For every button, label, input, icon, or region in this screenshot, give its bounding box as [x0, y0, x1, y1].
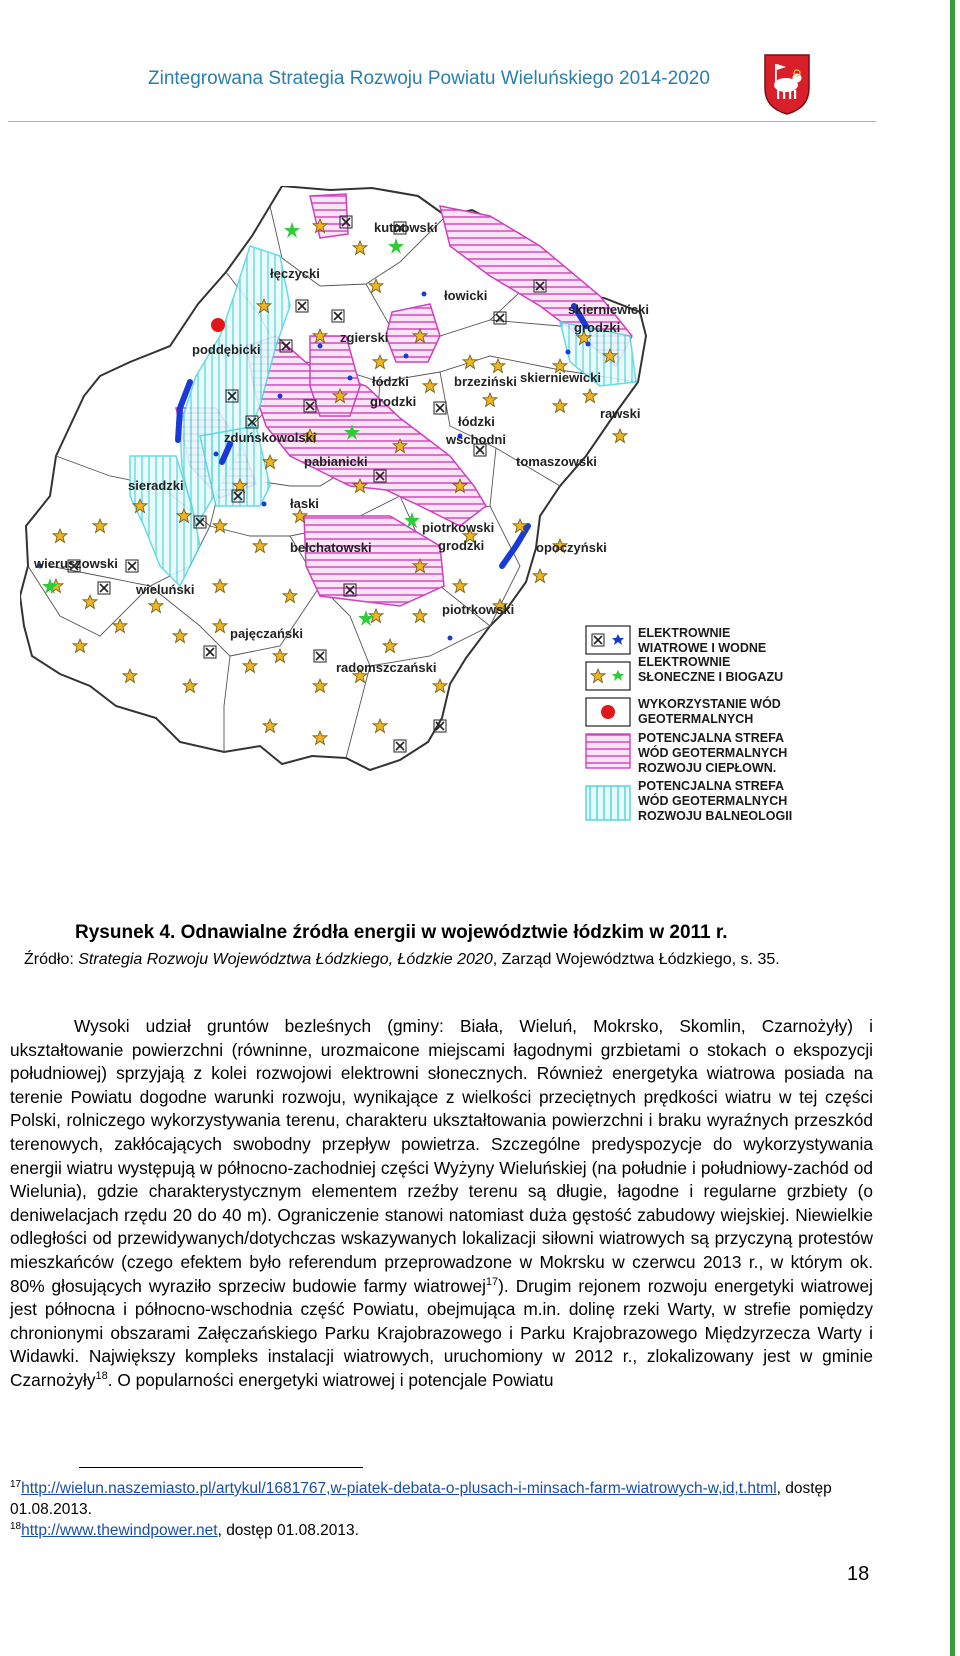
document-header-title: Zintegrowana Strategia Rozwoju Powiatu Wieluńskiego 2014-2020: [148, 68, 710, 89]
region-label: sieradzki: [128, 478, 184, 493]
region-label: tomaszowski: [516, 454, 597, 469]
footnote-item: [10, 1520, 870, 1541]
region-label: łowicki: [444, 288, 488, 303]
geothermal-use-dots: [211, 318, 225, 332]
footnote-separator: [79, 1467, 363, 1468]
region-label: wieluński: [136, 582, 195, 597]
page-number: 18: [847, 1563, 870, 1585]
region-label: zduńskowolski: [224, 430, 317, 445]
region-label: brzeziński: [454, 374, 517, 389]
legend-text: WIATROWE I WODNE: [638, 641, 767, 655]
legend-text: WÓD GEOTERMALNYCH: [638, 746, 788, 760]
page-right-rule: [950, 0, 955, 1656]
legend-text: POTENCJALNA STREFA: [638, 779, 785, 793]
region-label: piotrkowski: [422, 520, 495, 535]
legend-text: WYKORZYSTANIE WÓD: [638, 697, 781, 711]
legend-text: POTENCJALNA STREFA: [638, 731, 785, 745]
region-label: opoczyński: [536, 540, 607, 555]
body-text-part: Wysoki udział gruntów bezleśnych (gminy: Biała, Wieluń, Mokrsko, Skomlin, Czarnożyły) i ukształtowanie powierzchni (równinne, urozmaicone miejscami łagodnymi grzbietami o stokach o ekspozycji południowej) sprzyjają z kolei rozwojowi elektrowni słonecznych. Również energetyka wiatrowa posiada na terenie Powiatu dogodne warunki rozwoju, wynikające z wielkości przeciętnych prędkości wiatru w tej części Polski, rolniczego wykorzystywania terenu, charakteru ukształtowania powierzchni i braku wyraźnych przeszkód terenowych, zakłócających swobodny przepływ powietrza. Szczególne predyspozycje do wykorzystywania energii wiatru występują w północno-zachodniej części Wyżyny Wieluńskiej (na południe i południowy-zachód od Wielunia), gdzie charakterystycznym elementem rzeźby terenu są długie, łagodne i regularne grzbiety (o deniwelacjach rzędu 20 do 40 m). Ograniczenie stanowi natomiast duża gęstość zabudowy wiejskiej. Niewielkie odległości od przewidywanych/dotychczas wskazywanych lokalizacji siłowni wiatrowych są przyczyną protestów mieszkańców (czego efektem było referendum przeprowadzone w Mokrsku w czerwcu 2013 r., w którym ok. 80% głosujących wyraziło sprzeciw budowie farmy wiatrowej: [10, 1016, 873, 1296]
legend-text: ELEKTROWNIE: [638, 655, 731, 669]
region-label: skierniewicki: [568, 302, 649, 317]
footnote-number: 17: [10, 1478, 22, 1490]
voivodeship-energy-map: [20, 186, 860, 876]
region-label: łódzki: [372, 374, 409, 389]
footnote-item: [10, 1478, 870, 1520]
legend-text: ELEKTROWNIE: [638, 626, 731, 640]
map-legend: [586, 626, 792, 823]
region-label: kutnowski: [374, 220, 438, 235]
legend-text: SŁONECZNE I BIOGAZU: [638, 670, 784, 684]
body-paragraph: [10, 1015, 873, 1393]
header-divider: [8, 121, 876, 122]
region-label: zgierski: [340, 330, 389, 345]
footnote-ref: 18: [95, 1370, 108, 1383]
region-label: grodzki: [370, 394, 417, 409]
crest-lamb-icon: [762, 52, 812, 116]
footnote-link[interactable]: http://www.thewindpower.net: [21, 1522, 218, 1539]
region-label: wschodni: [446, 432, 506, 447]
region-label: łódzki: [458, 414, 495, 429]
footnote-number: 18: [10, 1520, 22, 1532]
region-label: radomszczański: [336, 660, 437, 675]
region-label: grodzki: [438, 538, 485, 553]
body-text-part: ). Drugim rejonem rozwoju energetyki wiatrowej jest północna i północno-wschodnia część Powiatu, obejmująca m.in. dolinę rzeki Warty, w strefie pomiędzy chronionymi obszarami Załęczańskiego Parku Krajobrazowego i Parku Krajobrazowego Międzyrzecza Warty i Widawki. Największy kompleks instalacji wiatrowych, uruchomiony w 2012 r., zlokalizowany jest w gminie Czarnożyły: [10, 1275, 873, 1390]
source-suffix: , Zarząd Województwa Łódzkiego, s. 35.: [492, 951, 780, 968]
footnote-text: , dostęp 01.08.2013.: [217, 1522, 359, 1539]
figure-caption: Rysunek 4. Odnawialne źródła energii w województwie łódzkim w 2011 r.: [75, 922, 728, 943]
region-label: grodzki: [574, 320, 621, 335]
region-label: łaski: [290, 496, 319, 511]
body-text-part: . O popularności energetyki wiatrowej i potencjale Powiatu: [107, 1369, 554, 1390]
region-label: pabianicki: [304, 454, 368, 469]
figure-source: [24, 951, 780, 969]
region-label: bełchatowski: [290, 540, 372, 555]
region-label: poddębicki: [192, 342, 261, 357]
footnote-text: , dostęp 01.08.2013.: [10, 1480, 832, 1518]
legend-text: ROZWOJU CIEPŁOWN.: [638, 761, 777, 775]
footnote-ref: 17: [485, 1275, 499, 1288]
region-label: piotrkowski: [442, 602, 515, 617]
source-prefix: Źródło:: [24, 951, 79, 968]
legend-text: GEOTERMALNYCH: [638, 712, 754, 726]
region-label: rawski: [600, 406, 641, 421]
region-label: łęczycki: [270, 266, 320, 281]
source-title: Strategia Rozwoju Województwa Łódzkiego, Łódzkie 2020: [78, 951, 493, 968]
region-label: skierniewicki: [520, 370, 601, 385]
region-label: pajęczański: [230, 626, 303, 641]
footnote-link[interactable]: http://wielun.naszemiasto.pl/artykul/1681767,w-piatek-debata-o-plusach-i-minsach-farm-wiatrowych-w,id,t.html: [21, 1480, 777, 1497]
footnotes: [10, 1478, 870, 1541]
legend-text: WÓD GEOTERMALNYCH: [638, 794, 788, 808]
legend-text: ROZWOJU BALNEOLOGII: [638, 809, 793, 823]
region-label: wieruszowski: [34, 556, 118, 571]
